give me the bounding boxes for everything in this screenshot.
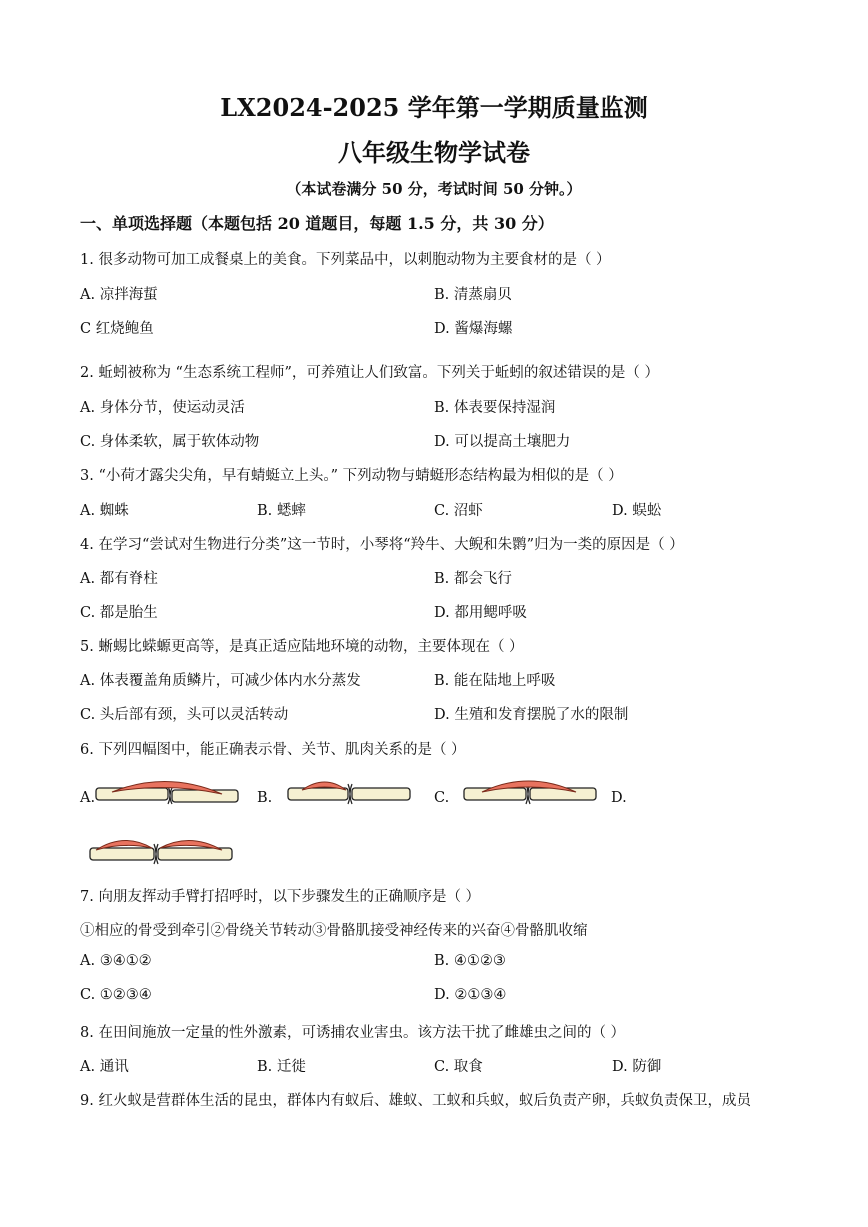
question-1-option-b[interactable]: B. 清蒸扇贝 — [434, 287, 512, 303]
question-7-option-d[interactable]: D. ②①③④ — [434, 987, 507, 1003]
question-7-option-b[interactable]: B. ④①②③ — [434, 953, 506, 969]
exam-subtitle: 八年级生物学试卷 — [338, 138, 530, 167]
question-6-option-d[interactable]: D. — [611, 790, 627, 806]
question-1-stem: 1. 很多动物可加工成餐桌上的美食。下列菜品中，以刺胞动物为主要食材的是（ ） — [80, 252, 611, 268]
question-5-option-b[interactable]: B. 能在陆地上呼吸 — [434, 673, 556, 689]
question-6-option-c[interactable]: C. — [434, 790, 450, 806]
question-7-steps: ①相应的骨受到牵引②骨绕关节转动③骨骼肌接受神经传来的兴奋④骨骼肌收缩 — [80, 923, 588, 939]
question-5-stem: 5. 蜥蜴比蝾螈更高等，是真正适应陆地环境的动物，主要体现在（ ） — [80, 639, 524, 655]
question-1-option-d[interactable]: D. 酱爆海螺 — [434, 321, 513, 337]
question-3-option-a[interactable]: A. 蜘蛛 — [80, 503, 129, 519]
question-4-stem: 4. 在学习“尝试对生物进行分类”这一节时，小琴将“羚牛、大鲵和朱鹮”归为一类的原因是（ ） — [80, 537, 684, 553]
question-6-stem: 6. 下列四幅图中，能正确表示骨、关节、肌肉关系的是（ ） — [80, 742, 466, 758]
question-2-option-d[interactable]: D. 可以提高土壤肥力 — [434, 434, 571, 450]
question-4-option-d[interactable]: D. 都用鳃呼吸 — [434, 605, 527, 621]
question-5-option-c[interactable]: C. 头后部有颈，头可以灵活转动 — [80, 707, 289, 723]
question-9-stem: 9. 红火蚁是营群体生活的昆虫，群体内有蚁后、雄蚁、工蚁和兵蚁，蚁后负责产卵，兵蚁负责保卫，成员 — [80, 1093, 751, 1109]
question-2-option-a[interactable]: A. 身体分节，使运动灵活 — [80, 400, 245, 416]
figure-d-bone-joint-muscle[interactable] — [86, 830, 236, 878]
question-2-option-c[interactable]: C. 身体柔软，属于软体动物 — [80, 434, 260, 450]
question-4-option-b[interactable]: B. 都会飞行 — [434, 571, 512, 587]
question-1-option-a[interactable]: A. 凉拌海蜇 — [80, 287, 158, 303]
question-3-stem: 3. “小荷才露尖尖角，早有蜻蜓立上头。” 下列动物与蜻蜓形态结构最为相似的是（ ） — [80, 468, 623, 484]
question-2-stem: 2. 蚯蚓被称为 “生态系统工程师”，可养殖让人们致富。下列关于蚯蚓的叙述错误的是（ ） — [80, 365, 659, 381]
question-5-option-d[interactable]: D. 生殖和发育摆脱了水的限制 — [434, 707, 629, 723]
question-8-stem: 8. 在田间施放一定量的性外激素，可诱捕农业害虫。该方法干扰了雌雄虫之间的（ ） — [80, 1025, 626, 1041]
question-6-option-a[interactable]: A. — [80, 790, 96, 806]
question-4-option-a[interactable]: A. 都有脊柱 — [80, 571, 158, 587]
question-3-option-d[interactable]: D. 蜈蚣 — [612, 503, 662, 519]
question-7-stem: 7. 向朋友挥动手臂打招呼时，以下步骤发生的正确顺序是（ ） — [80, 889, 481, 905]
question-4-option-c[interactable]: C. 都是胎生 — [80, 605, 158, 621]
figure-c-bone-joint-muscle[interactable] — [460, 772, 600, 822]
question-8-option-c[interactable]: C. 取食 — [434, 1059, 483, 1075]
figure-a-bone-joint-muscle[interactable] — [92, 772, 242, 822]
section-heading: 一、单项选择题（本题包括 20 道题目，每题 1.5 分，共 30 分） — [80, 214, 554, 233]
exam-note: （本试卷满分 50 分，考试时间 50 分钟。） — [286, 180, 582, 198]
question-8-option-b[interactable]: B. 迁徙 — [257, 1059, 306, 1075]
exam-title: LX2024-2025 学年第一学期质量监测 — [220, 93, 648, 122]
question-5-option-a[interactable]: A. 体表覆盖角质鳞片，可减少体内水分蒸发 — [80, 673, 361, 689]
question-3-option-b[interactable]: B. 蟋蟀 — [257, 503, 306, 519]
question-8-option-a[interactable]: A. 通讯 — [80, 1059, 129, 1075]
question-2-option-b[interactable]: B. 体表要保持湿润 — [434, 400, 556, 416]
question-3-option-c[interactable]: C. 沼虾 — [434, 503, 483, 519]
question-1-option-c[interactable]: C 红烧鲍鱼 — [80, 321, 154, 337]
question-7-option-a[interactable]: A. ③④①② — [80, 953, 152, 969]
figure-b-bone-joint-muscle[interactable] — [284, 772, 414, 822]
question-7-option-c[interactable]: C. ①②③④ — [80, 987, 152, 1003]
question-6-option-b[interactable]: B. — [257, 790, 273, 806]
question-8-option-d[interactable]: D. 防御 — [612, 1059, 662, 1075]
